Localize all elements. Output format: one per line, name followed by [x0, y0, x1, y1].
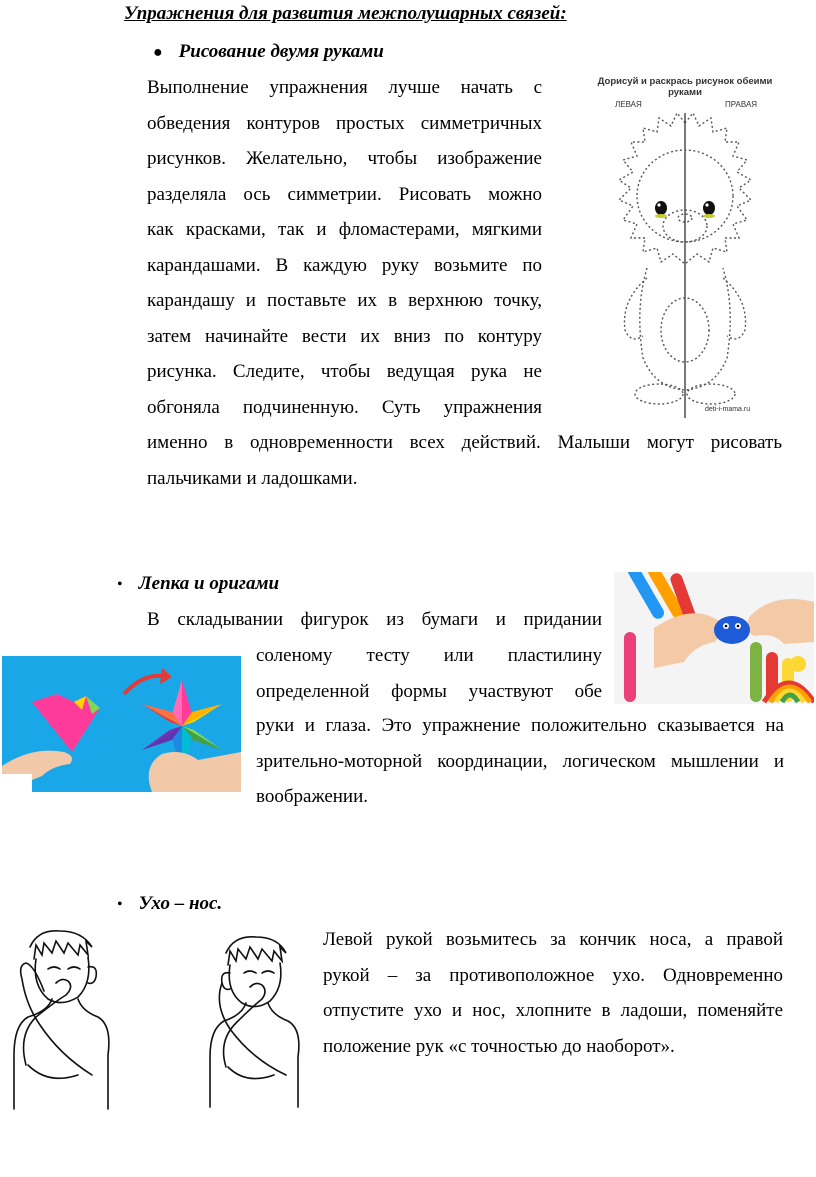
- lion-drawing-image: [585, 68, 785, 420]
- text-line: карандашу и поставьте их в верхнюю точку,: [147, 290, 542, 311]
- text-line: обгоняла подчиненную. Суть упражнения: [147, 396, 542, 418]
- lion-outline-icon: [585, 68, 785, 420]
- origami-star-icon: [2, 656, 241, 792]
- section2-mid-lines: [256, 638, 602, 709]
- text-line: Левой рукой возьмитесь за кончик носа, а правой: [323, 929, 783, 950]
- boy-left-illustration: [8, 925, 113, 1117]
- text-line: карандашами. В каждую руку возьмите по: [147, 254, 542, 276]
- section1-paragraph: [147, 70, 542, 425]
- left-label: ЛЕВАЯ: [615, 100, 642, 109]
- text-line: рисунков. Желательно, чтобы изображение: [147, 148, 542, 169]
- section1-heading: Рисование двумя руками: [178, 41, 384, 62]
- text-line: пальчиками и ладошками.: [147, 467, 358, 489]
- section2-heading-row: [117, 572, 279, 597]
- section2-wide-lines: [256, 708, 784, 815]
- page-title: Упражнения для развития межполушарных связей:: [124, 3, 567, 24]
- text-line: как красками, так и фломастерами, мягкими: [147, 219, 542, 240]
- text-line: В складывании фигурок из бумаги и придании: [147, 609, 602, 630]
- section3-paragraph: [323, 922, 783, 1064]
- text-line: соленому тесту или пластилину: [256, 645, 602, 666]
- text-line: Выполнение упражнения лучше начать с: [147, 77, 542, 98]
- text-line: руки и глаза. Это упражнение положительно сказывается на: [256, 715, 784, 736]
- text-line: положение рук «с точностью до наоборот».: [323, 1035, 675, 1057]
- image-caption: Дорисуй и раскрась рисунок обеими руками: [597, 76, 773, 98]
- bullet-icon: •: [117, 896, 123, 913]
- text-line: определенной формы участвуют обе: [256, 680, 602, 702]
- text-line: разделяла ось симметрии. Рисовать можно: [147, 183, 542, 205]
- section2-heading: Лепка и оригами: [138, 573, 280, 594]
- image-watermark: deti-i-mama.ru: [705, 406, 751, 413]
- origami-photo: [2, 656, 241, 792]
- ear-nose-boy-icon: [8, 925, 113, 1117]
- ear-nose-boy-icon: [206, 933, 302, 1113]
- clay-photo: [614, 572, 814, 704]
- text-line: отпустите ухо и нос, хлопните в ладоши, поменяйте: [323, 1000, 783, 1021]
- section1-heading-row: [153, 40, 384, 65]
- right-label: ПРАВАЯ: [725, 100, 758, 109]
- bullet-icon: •: [117, 576, 123, 593]
- section2-first-line: [147, 602, 602, 638]
- section1-paragraph-wide: [147, 425, 782, 496]
- text-line: затем начинайте вести их вниз по контуру: [147, 325, 542, 347]
- text-line: обведения контуров простых симметричных: [147, 112, 542, 134]
- text-line: рукой – за противоположное ухо. Одновременно: [323, 964, 783, 986]
- section3-heading-row: [117, 892, 222, 917]
- plasticine-icon: [614, 572, 814, 704]
- text-line: зрительно-моторной координации, логическом мышлении и: [256, 750, 784, 772]
- boy-right-illustration: [206, 933, 302, 1113]
- bullet-icon: ●: [153, 44, 163, 61]
- text-line: именно в одновременности всех действий. Малыши могут рисовать: [147, 432, 782, 453]
- text-line: рисунка. Следите, чтобы ведущая рука не: [147, 361, 542, 382]
- section3-heading: Ухо – нос.: [138, 893, 223, 914]
- text-line: воображении.: [256, 786, 369, 807]
